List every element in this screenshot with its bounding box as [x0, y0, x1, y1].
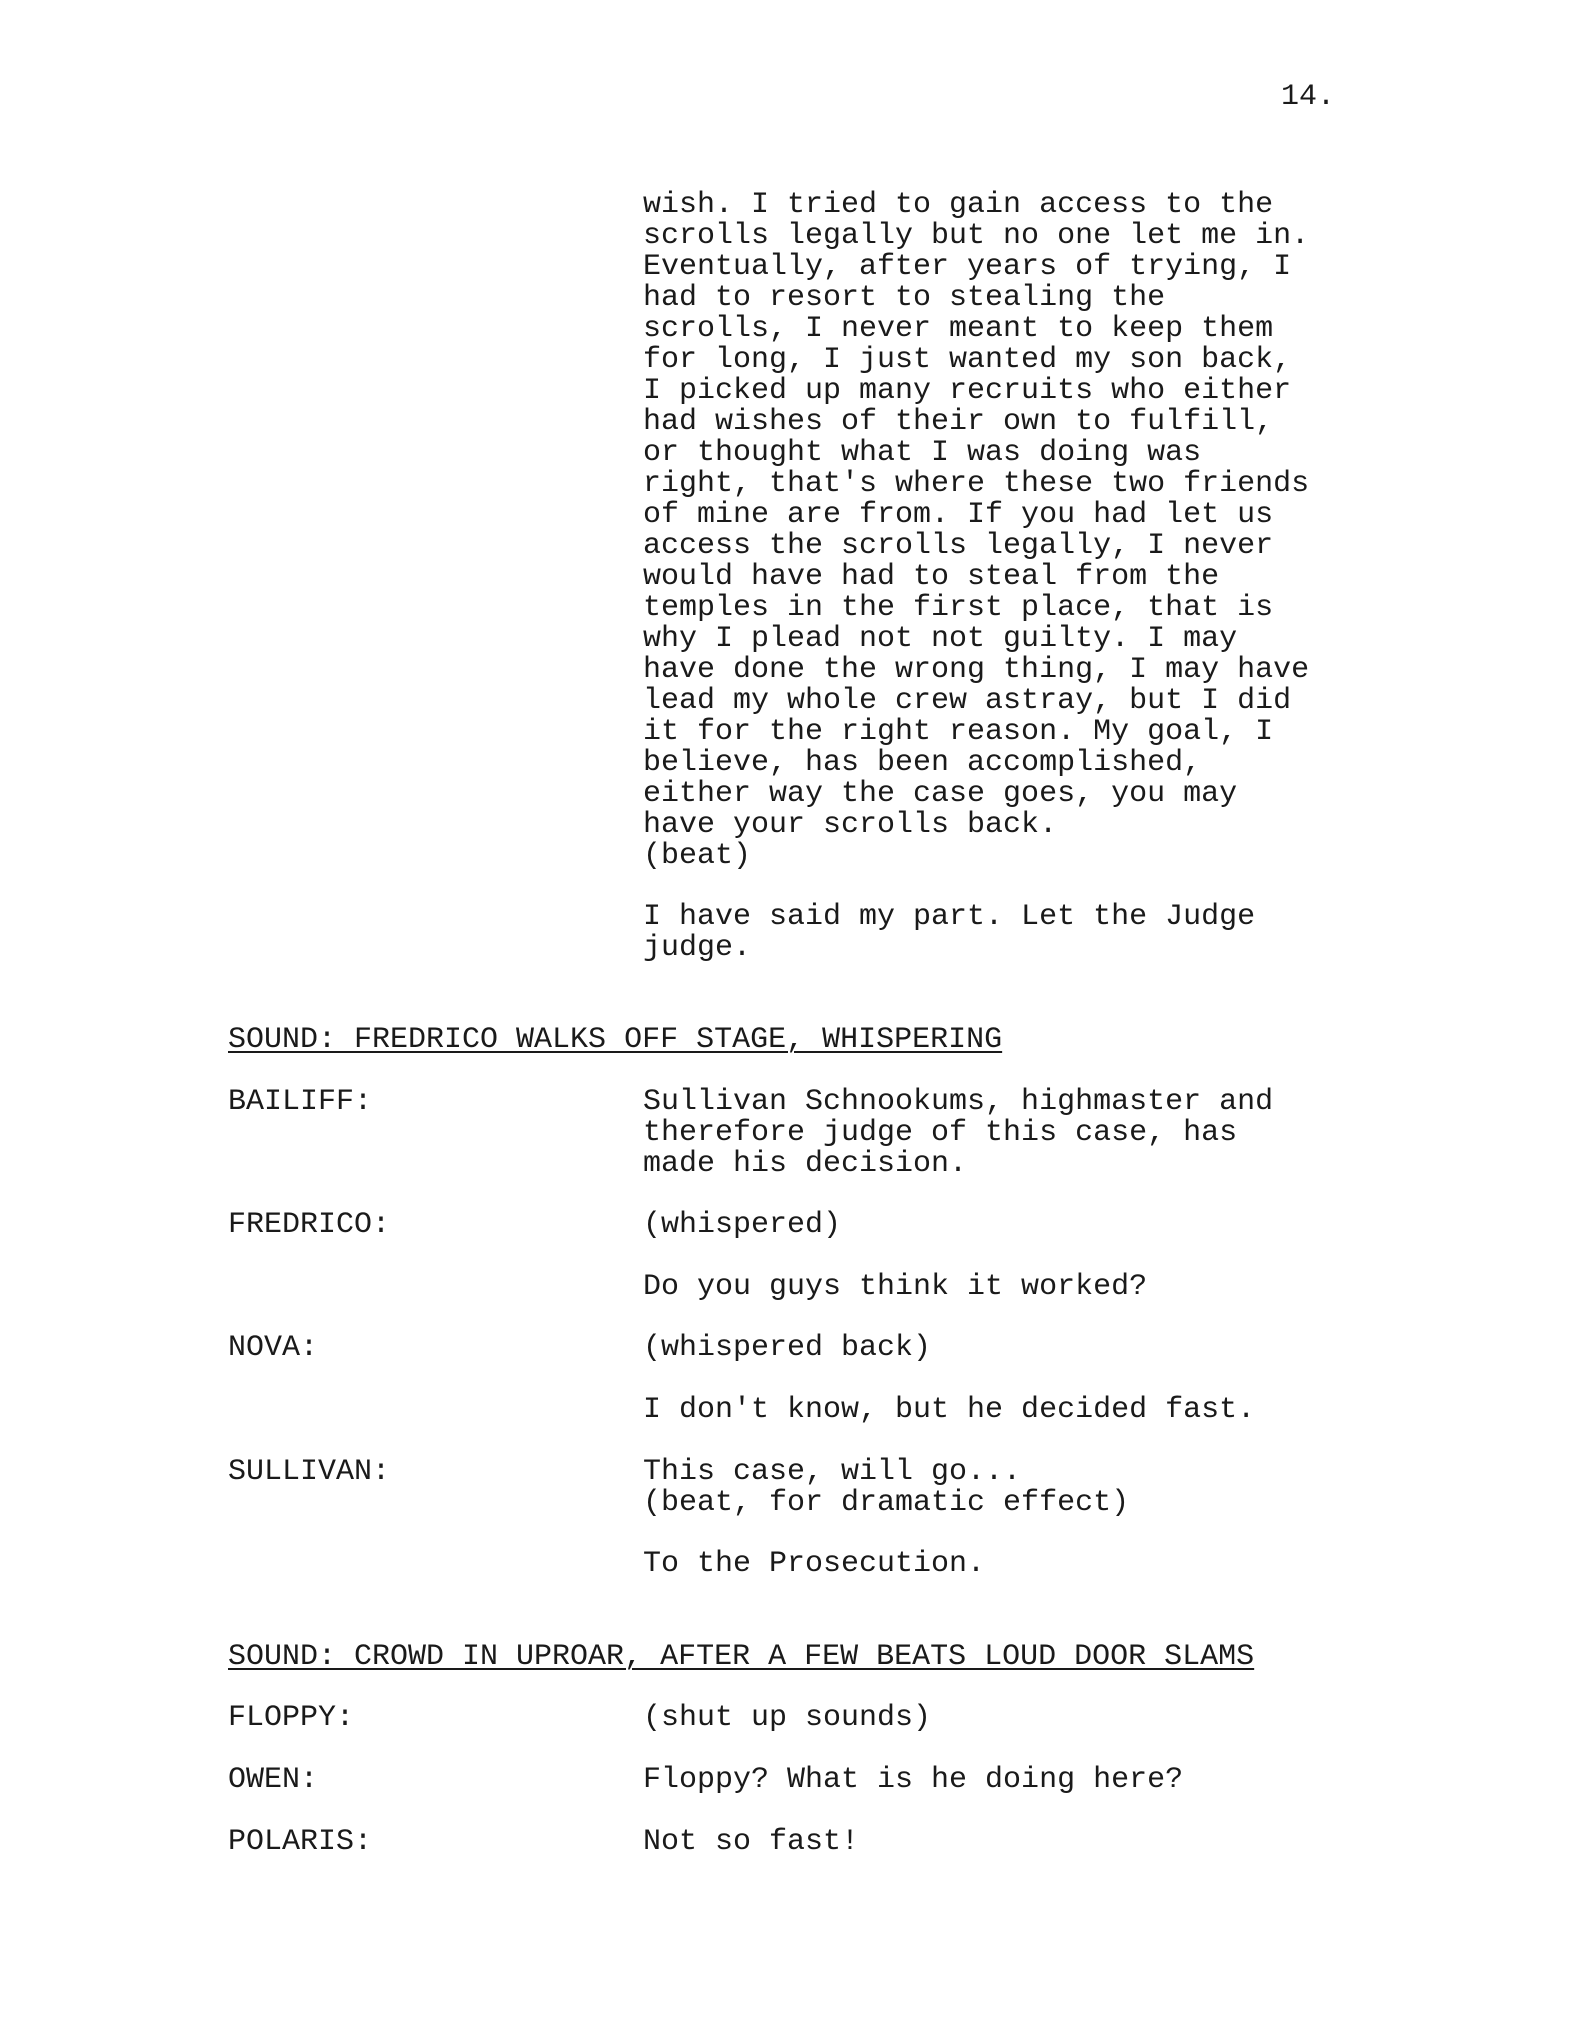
- speaker-floppy: FLOPPY:: [228, 1701, 355, 1735]
- monologue-line: for long, I just wanted my son back,: [643, 343, 1292, 377]
- monologue-line: scrolls, I never meant to keep them: [643, 312, 1274, 346]
- sound-cue: SOUND: CROWD IN UPROAR, AFTER A FEW BEATS LOUD DOOR SLAMS: [228, 1640, 1255, 1674]
- speaker-nova: NOVA:: [228, 1331, 319, 1365]
- speaker-polaris: POLARIS:: [228, 1825, 373, 1859]
- sullivan-line: This case, will go...: [643, 1455, 1022, 1489]
- monologue-line: lead my whole crew astray, but I did: [643, 684, 1292, 718]
- sullivan-line-2: To the Prosecution.: [643, 1547, 986, 1581]
- monologue-line: why I plead not not guilty. I may: [643, 622, 1238, 656]
- speaker-fredrico: FREDRICO:: [228, 1208, 391, 1242]
- monologue-parenthetical: (beat): [643, 839, 752, 873]
- monologue-block: [643, 190, 1309, 872]
- nova-parenthetical: (whispered back): [643, 1331, 932, 1365]
- monologue-line: would have had to steal from the: [643, 560, 1220, 594]
- dialogue-line: made his decision.: [643, 1147, 968, 1181]
- owen-line: Floppy? What is he doing here?: [643, 1763, 1184, 1797]
- fredrico-line: Do you guys think it worked?: [643, 1270, 1148, 1304]
- fredrico-parenthetical: (whispered): [643, 1208, 842, 1242]
- bailiff-dialogue: [643, 1087, 1273, 1180]
- nova-line: I don't know, but he decided fast.: [643, 1393, 1256, 1427]
- monologue-line: I picked up many recruits who either: [643, 374, 1292, 408]
- dialogue-line: Sullivan Schnookums, highmaster and: [643, 1085, 1274, 1119]
- monologue-line: right, that's where these two friends: [643, 467, 1310, 501]
- monologue-line: have done the wrong thing, I may have: [643, 653, 1310, 687]
- speaker-owen: OWEN:: [228, 1763, 319, 1797]
- monologue-line: scrolls legally but no one let me in.: [643, 219, 1310, 253]
- monologue-line: judge.: [643, 931, 752, 965]
- floppy-line: (shut up sounds): [643, 1701, 932, 1735]
- monologue-line: I have said my part. Let the Judge: [643, 900, 1256, 934]
- monologue-line: of mine are from. If you had let us: [643, 498, 1274, 532]
- monologue-closing-block: [643, 902, 1255, 964]
- monologue-line: Eventually, after years of trying, I: [643, 250, 1292, 284]
- speaker-bailiff: BAILIFF:: [228, 1085, 373, 1119]
- sound-cue: SOUND: FREDRICO WALKS OFF STAGE, WHISPERING: [228, 1023, 1003, 1057]
- monologue-line: had to resort to stealing the: [643, 281, 1166, 315]
- sullivan-parenthetical: (beat, for dramatic effect): [643, 1486, 1130, 1520]
- monologue-line: either way the case goes, you may: [643, 777, 1238, 811]
- monologue-line: believe, has been accomplished,: [643, 746, 1202, 780]
- page-number: 14.: [1280, 80, 1335, 114]
- monologue-line: it for the right reason. My goal, I: [643, 715, 1274, 749]
- dialogue-line: therefore judge of this case, has: [643, 1116, 1238, 1150]
- polaris-line: Not so fast!: [643, 1825, 860, 1859]
- speaker-sullivan: SULLIVAN:: [228, 1455, 391, 1489]
- monologue-line: had wishes of their own to fulfill,: [643, 405, 1274, 439]
- monologue-line: or thought what I was doing was: [643, 436, 1202, 470]
- monologue-line: wish. I tried to gain access to the: [643, 188, 1274, 222]
- monologue-line: access the scrolls legally, I never: [643, 529, 1274, 563]
- monologue-line: have your scrolls back.: [643, 808, 1058, 842]
- monologue-line: temples in the first place, that is: [643, 591, 1274, 625]
